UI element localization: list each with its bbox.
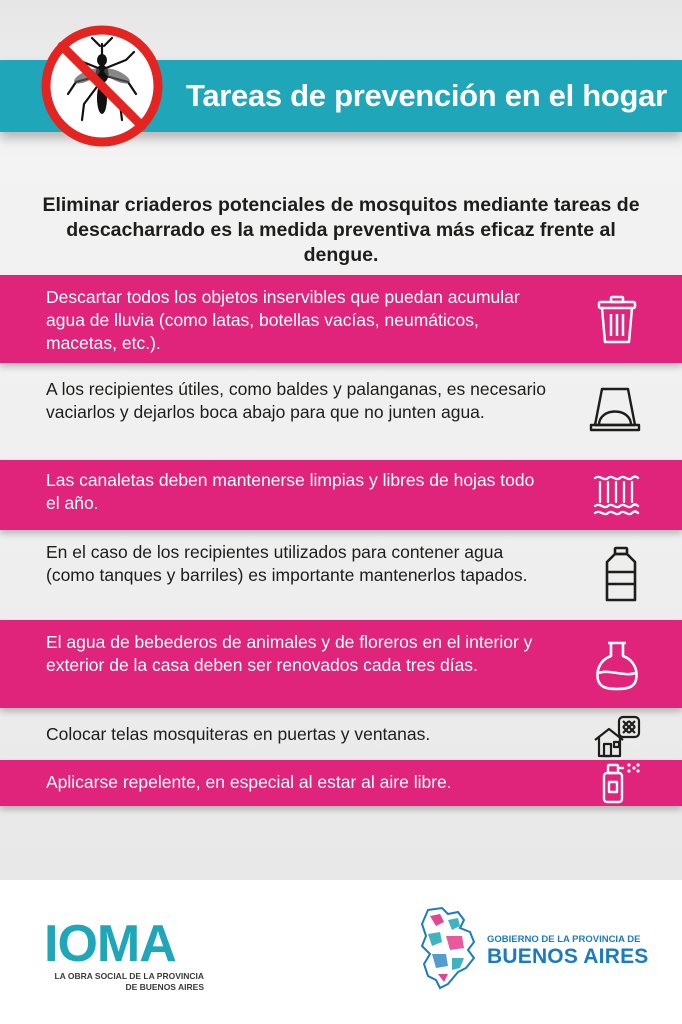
page-title: Tareas de prevención en el hogar [186, 78, 667, 113]
bucket-upside-down-icon [588, 385, 642, 433]
task-row-mosquito-nets [0, 708, 682, 760]
ioma-subtitle [44, 971, 204, 993]
buenos-aires-map-logo [418, 906, 480, 990]
task-text: Descartar todos los objetos inservibles que puedan acumular agua de lluvia (como latas, botellas vacías, neumáticos, macetas, etc.). [46, 287, 520, 353]
task-text: En el caso de los recipientes utilizados para contener agua (como tanques y barriles) es importante mantenerlos tapados. [46, 542, 528, 585]
trash-can-icon [597, 295, 637, 345]
task-row-cover-tanks [0, 530, 682, 620]
vase-icon [594, 640, 640, 692]
gutter-water-icon [592, 472, 640, 518]
no-mosquito-icon [40, 24, 164, 148]
house-screen-icon [592, 714, 642, 758]
ioma-logo: IOMA [44, 915, 176, 973]
ioma-subtitle-line1: LA OBRA SOCIAL DE LA PROVINCIA [54, 971, 204, 981]
task-text: Colocar telas mosquiteras en puertas y ventanas. [46, 724, 431, 744]
task-text: Aplicarse repelente, en especial al estar al aire libre. [46, 772, 452, 792]
repellent-spray-icon [598, 762, 642, 804]
intro-text: Eliminar criaderos potenciales de mosquitos mediante tareas de descacharrado es la medida preventiva más eficaz frente al dengue. [42, 194, 640, 266]
task-row-gutters [0, 460, 682, 530]
water-jug-icon [603, 546, 639, 604]
task-row-empty-containers [0, 363, 682, 460]
task-row-discard-objects [0, 275, 682, 363]
gba-title: BUENOS AIRES [487, 945, 649, 968]
task-row-renew-water [0, 620, 682, 708]
task-text: A los recipientes útiles, como baldes y palanganas, es necesario vaciarlos y dejarlos boca abajo para que no junten agua. [46, 379, 547, 422]
task-row-repellent [0, 760, 682, 806]
gba-subtitle: GOBIERNO DE LA PROVINCIA DE [487, 934, 641, 945]
task-text: Las canaletas deben mantenerse limpias y libres de hojas todo el año. [46, 470, 535, 513]
task-text: El agua de bebederos de animales y de floreros en el interior y exterior de la casa deben ser renovados cada tres días. [46, 632, 533, 675]
ioma-subtitle-line2: DE BUENOS AIRES [125, 982, 204, 992]
